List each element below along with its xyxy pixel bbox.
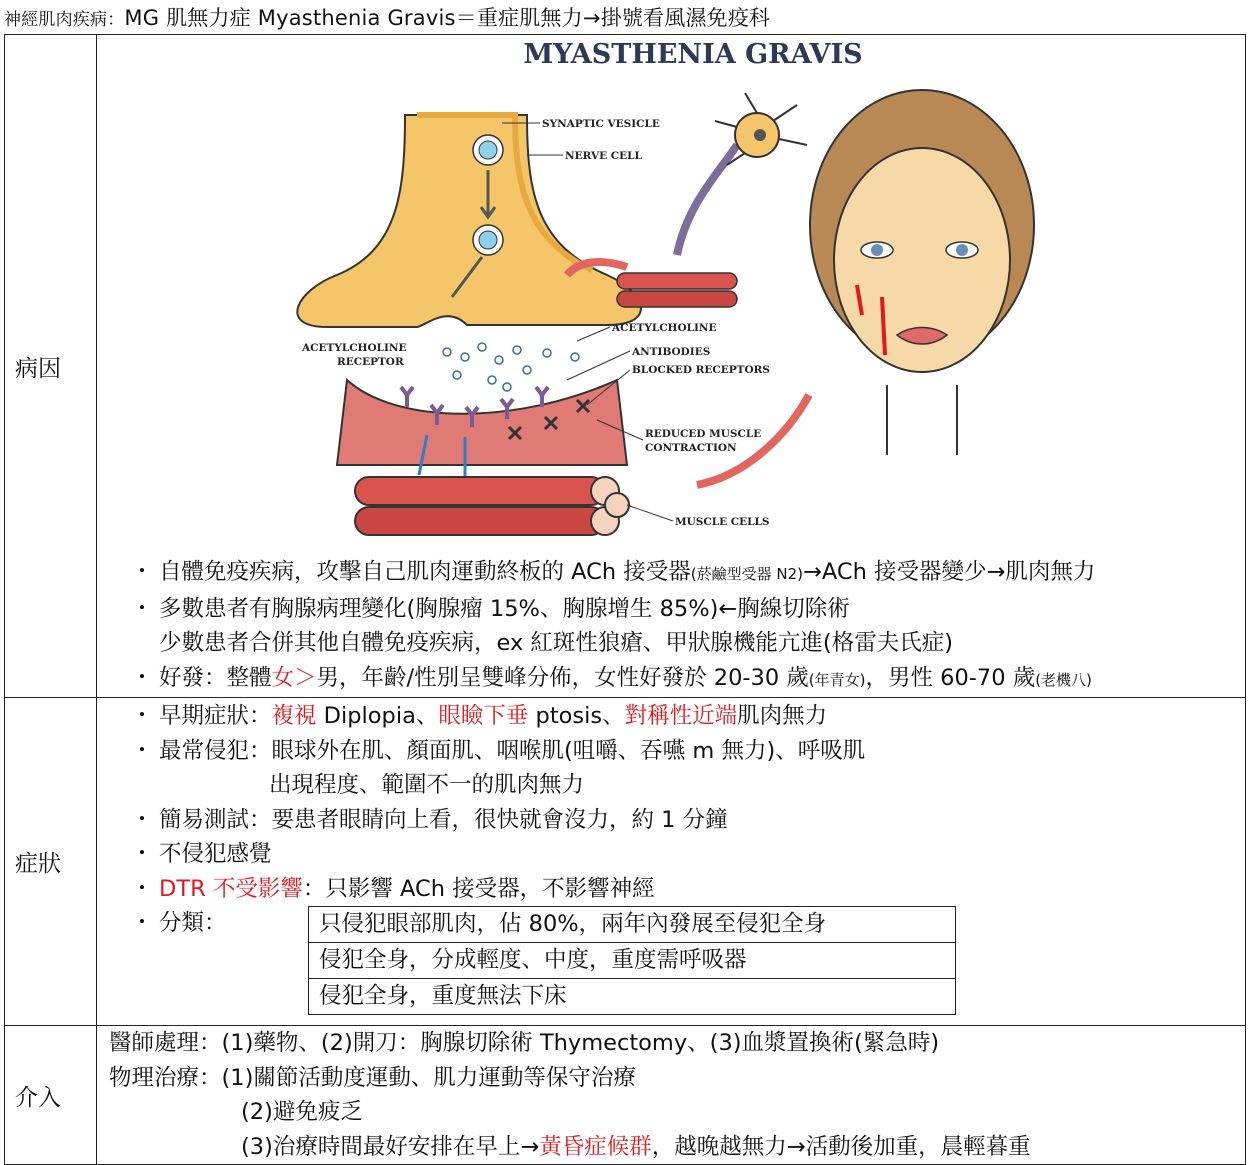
- class-label: 分類：: [159, 910, 227, 936]
- label-reduced-1: REDUCED MUSCLE: [645, 428, 762, 440]
- row-cause: [5, 35, 1246, 698]
- cause-line-3: [97, 626, 1245, 661]
- symptom-early: [97, 699, 1245, 734]
- common-text-1: 最常侵犯：眼球外在肌、顏面肌、咽喉肌(咀嚼、吞嚥 m 無力)、呼吸肌: [159, 737, 866, 764]
- intervention-doctor: 醫師處理：(1)藥物、(2)開刀：胸腺切除術 Thymectomy、(3)血漿置換術(緊急時): [109, 1030, 940, 1056]
- cause-text-4c: 男，年齡/性別呈雙峰分佈，女性好發於 20-30 歲: [316, 664, 809, 691]
- symptom-dtr: [97, 872, 1245, 907]
- cause-text: [97, 555, 1245, 697]
- symptom-common-1: [97, 734, 1245, 769]
- content-cell-cause: [97, 35, 1246, 698]
- common-text-2: 出現程度、範圍不一的肌肉無力: [269, 772, 585, 798]
- dtr-red: DTR 不受影響: [159, 875, 303, 902]
- cause-text-4-red: 女＞: [271, 664, 317, 691]
- row-label-symptoms: 症狀: [15, 851, 61, 877]
- page-title: [4, 2, 770, 32]
- cause-text-4a: 好發：整體: [159, 664, 272, 691]
- symptom-no-sensory: [97, 837, 1245, 872]
- early-red-3: 對稱性近端: [624, 703, 738, 729]
- bullet: ・: [130, 664, 154, 691]
- label-cell-cause: [5, 35, 97, 698]
- cause-line-1: [97, 555, 1245, 592]
- content-cell-intervention: [97, 1026, 1246, 1165]
- label-ach-receptor-2: RECEPTOR: [337, 356, 404, 368]
- cause-line-2: [97, 592, 1245, 627]
- intervention-pt-3: [97, 1130, 1245, 1165]
- row-label-cause: 病因: [15, 355, 61, 382]
- bullet: ・: [130, 737, 154, 764]
- class-row-1: 只侵犯眼部肌肉，佔 80%，兩年內發展至侵犯全身: [309, 907, 955, 943]
- muscle-cells-bundle: [355, 477, 629, 535]
- early-red-1: 複視: [271, 703, 317, 729]
- early-red-2: 眼瞼下垂: [438, 703, 529, 729]
- pt3-red: 黃昏症候群: [539, 1133, 652, 1160]
- label-cell-symptoms: [5, 698, 97, 1026]
- cause-line-4: [97, 661, 1245, 698]
- bullet: ・: [130, 595, 154, 622]
- test-text: 簡易測試：要患者眼睛向上看，很快就會沒力，約 1 分鐘: [159, 806, 728, 833]
- bullet: ・: [130, 841, 154, 867]
- label-acetylcholine: ACETYLCHOLINE: [612, 322, 717, 334]
- notes-table: [4, 34, 1246, 1165]
- row-symptoms: [5, 698, 1246, 1026]
- label-antibodies: ANTIBODIES: [632, 346, 711, 358]
- cause-text-2: 多數患者有胸腺病理變化(胸腺瘤 15%、胸腺增生 85%)←胸線切除術: [159, 595, 850, 622]
- motor-neuron: [677, 93, 807, 255]
- class-row-2: 侵犯全身，分成輕度、中度，重度需呼吸器: [309, 943, 955, 979]
- content-cell-symptoms: [97, 698, 1246, 1026]
- title-prefix: 神經肌肉疾病：: [4, 10, 125, 30]
- intervention-pt-1: 物理治療：(1)關節活動度運動、肌力運動等保守治療: [109, 1064, 636, 1091]
- bullet: ・: [130, 559, 154, 585]
- pt3-text-b: ，越晚越無力→活動後加重，晨輕暮重: [651, 1133, 1031, 1160]
- bullet: ・: [130, 806, 154, 833]
- bullet: ・: [130, 703, 154, 729]
- label-blocked-receptors: BLOCKED RECEPTORS: [632, 364, 770, 376]
- title-main: MG 肌無力症 Myasthenia Gravis＝重症肌無力→掛號看風濕免疫科: [124, 6, 771, 30]
- pink-arrow-bottom: [697, 395, 809, 485]
- nerve-terminal-shape: [297, 115, 641, 327]
- bullet: ・: [130, 875, 154, 902]
- cause-text-4d: ，男性 60-70 歲: [865, 664, 1036, 691]
- symptom-common-2: [97, 768, 1245, 803]
- vesicle-2-core: [479, 231, 497, 249]
- cause-text-1b: (菸鹼型受器 N2): [690, 565, 804, 583]
- label-cell-intervention: [5, 1026, 97, 1165]
- pt3-text-a: (3)治療時間最好安排在早上→: [241, 1133, 540, 1160]
- figure-title: MYASTHENIA GRAVIS: [523, 39, 863, 70]
- cause-text-4s1: (年青女): [808, 670, 866, 689]
- cause-text-1c: →ACh 接受器變少→肌肉無力: [803, 559, 1096, 585]
- classification-table: [308, 906, 956, 1015]
- label-reduced-2: CONTRACTION: [645, 442, 737, 454]
- bullet: ・: [130, 910, 154, 936]
- label-nerve-cell: NERVE CELL: [565, 150, 642, 162]
- intervention-pt-2: (2)避免疲乏: [241, 1099, 363, 1125]
- end-plate-shape: [337, 380, 627, 465]
- label-ach-receptor-1: ACETYLCHOLINE: [302, 342, 407, 354]
- dtr-rest: ：只影響 ACh 接受器，不影響神經: [302, 875, 655, 902]
- illustration: [97, 35, 1245, 555]
- label-synaptic-vesicle: SYNAPTIC VESICLE: [542, 118, 660, 130]
- early-text-3: 肌肉無力: [737, 703, 828, 729]
- small-muscle-bundle: [617, 273, 737, 307]
- row-label-intervention: 介入: [15, 1084, 61, 1111]
- vesicle-1-core: [479, 141, 497, 159]
- class-row-3: 侵犯全身，重度無法下床: [319, 983, 567, 1009]
- early-text-2: ptosis、: [528, 703, 625, 729]
- myasthenia-illustration: [97, 35, 1245, 555]
- label-muscle-cells: MUSCLE CELLS: [675, 516, 770, 528]
- symptom-classification: [97, 906, 1245, 1011]
- symptom-test: [97, 803, 1245, 838]
- row-intervention: [5, 1026, 1246, 1165]
- no-sensory-text: 不侵犯感覺: [159, 841, 272, 867]
- cause-text-1a: 自體免疫疾病，攻擊自己肌肉運動終板的 ACh 接受器: [159, 559, 691, 585]
- acetylcholine-dots: [443, 343, 579, 391]
- patient-face-illustration: [810, 90, 1034, 455]
- cause-text-4s2: (老機八): [1035, 670, 1092, 689]
- cause-text-3: 少數患者合併其他自體免疫疾病，ex 紅斑性狼瘡、甲狀腺機能亢進(格雷夫氏症): [159, 630, 953, 656]
- early-text-1: Diplopia、: [316, 703, 439, 729]
- early-pre: 早期症狀：: [159, 703, 272, 729]
